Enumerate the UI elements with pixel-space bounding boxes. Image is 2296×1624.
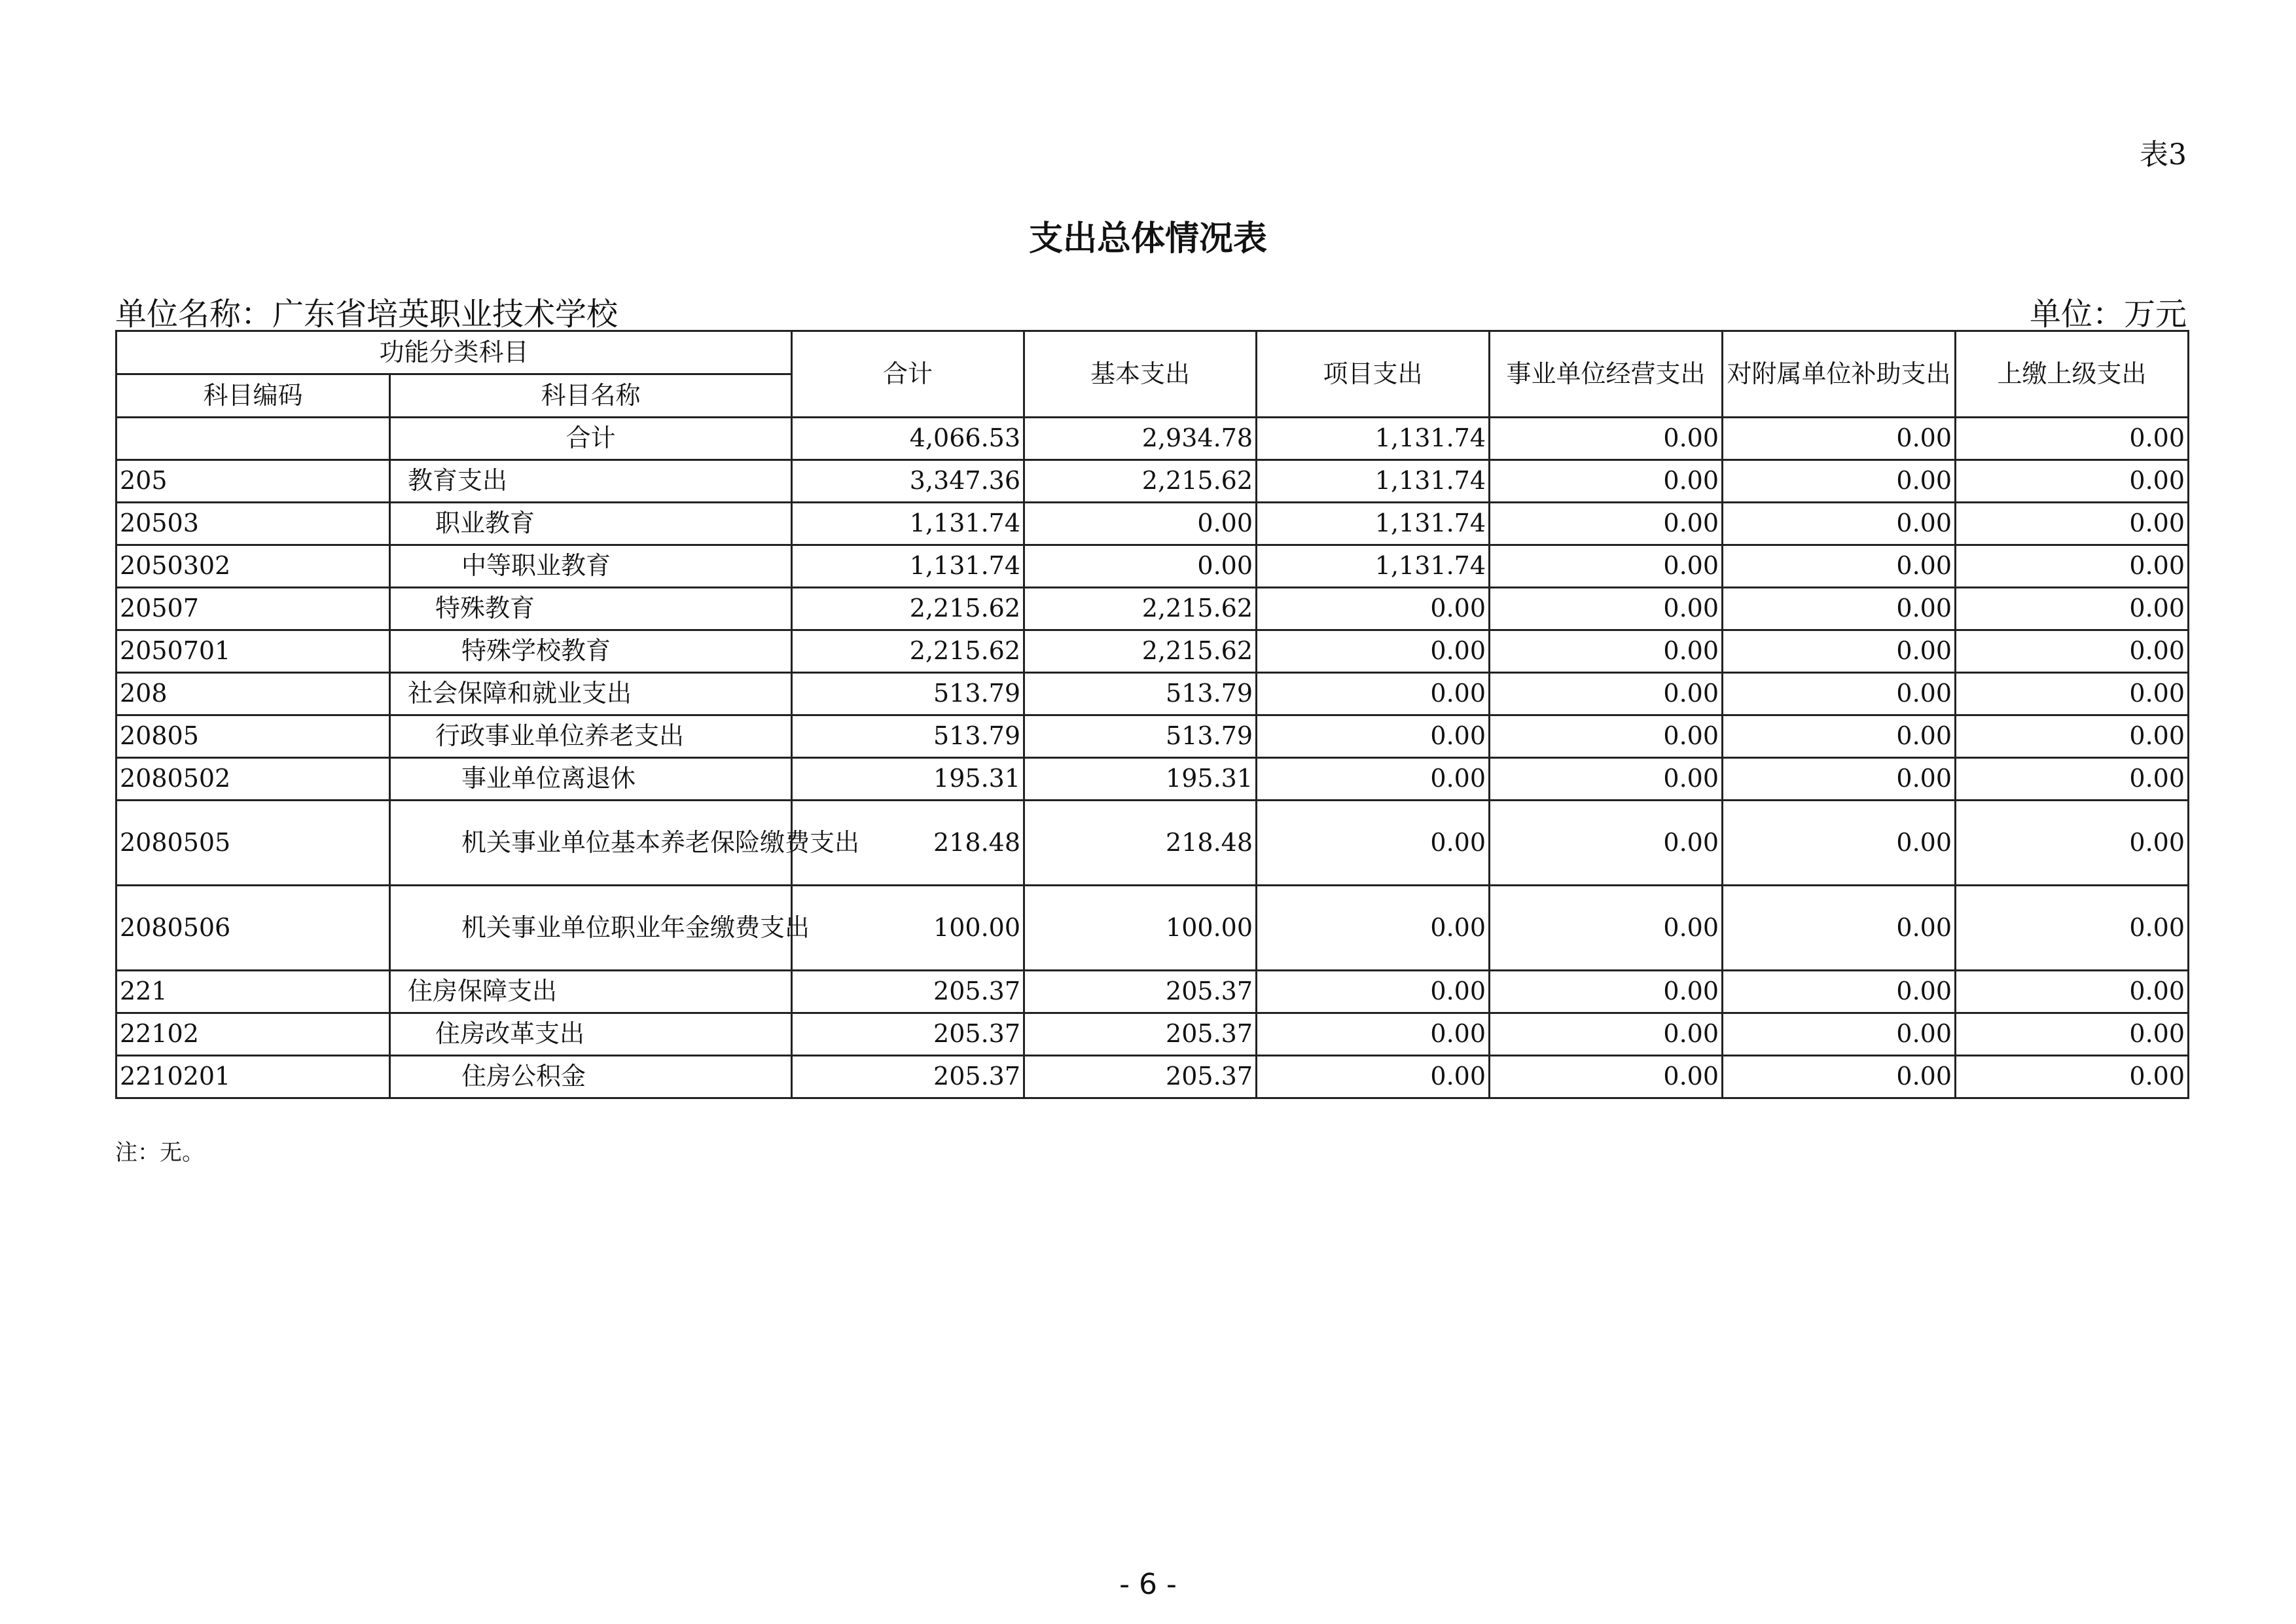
remit-value: 0.00 bbox=[1956, 1013, 2189, 1056]
remit-value: 0.00 bbox=[1956, 503, 2189, 545]
subject-name: 机关事业单位职业年金缴费支出 bbox=[390, 886, 792, 971]
basic-value: 0.00 bbox=[1024, 503, 1257, 545]
subject-name: 住房保障支出 bbox=[390, 971, 792, 1013]
remit-value: 0.00 bbox=[1956, 1056, 2189, 1098]
table-row bbox=[117, 460, 2189, 503]
expenditure-table bbox=[115, 330, 2189, 1099]
subsidy-value: 0.00 bbox=[1723, 418, 1956, 460]
remit-value: 0.00 bbox=[1956, 971, 2189, 1013]
business-value: 0.00 bbox=[1490, 503, 1723, 545]
subject-name: 住房公积金 bbox=[390, 1056, 792, 1098]
table-row bbox=[117, 715, 2189, 758]
total-value: 2,215.62 bbox=[792, 630, 1024, 673]
basic-value: 2,215.62 bbox=[1024, 588, 1257, 630]
table-row bbox=[117, 801, 2189, 886]
subsidy-value: 0.00 bbox=[1723, 1056, 1956, 1098]
total-value: 195.31 bbox=[792, 758, 1024, 801]
business-value: 0.00 bbox=[1490, 673, 1723, 715]
subsidy-value: 0.00 bbox=[1723, 545, 1956, 588]
subject-name: 教育支出 bbox=[390, 460, 792, 503]
table-row bbox=[117, 886, 2189, 971]
project-value: 1,131.74 bbox=[1257, 460, 1490, 503]
project-value: 0.00 bbox=[1257, 886, 1490, 971]
business-value: 0.00 bbox=[1490, 545, 1723, 588]
basic-value: 195.31 bbox=[1024, 758, 1257, 801]
subsidy-value: 0.00 bbox=[1723, 758, 1956, 801]
project-value: 0.00 bbox=[1257, 1056, 1490, 1098]
business-value: 0.00 bbox=[1490, 460, 1723, 503]
project-value: 1,131.74 bbox=[1257, 503, 1490, 545]
table-row bbox=[117, 630, 2189, 673]
basic-value: 205.37 bbox=[1024, 971, 1257, 1013]
total-value: 205.37 bbox=[792, 1056, 1024, 1098]
subject-name: 机关事业单位基本养老保险缴费支出 bbox=[390, 801, 792, 886]
remit-value: 0.00 bbox=[1956, 715, 2189, 758]
basic-value: 0.00 bbox=[1024, 545, 1257, 588]
subject-code: 20805 bbox=[117, 715, 390, 758]
subject-code: 2080505 bbox=[117, 801, 390, 886]
subject-name: 社会保障和就业支出 bbox=[390, 673, 792, 715]
subject-code: 2050302 bbox=[117, 545, 390, 588]
basic-value: 513.79 bbox=[1024, 715, 1257, 758]
remit-value: 0.00 bbox=[1956, 758, 2189, 801]
header-subject-name: 科目名称 bbox=[390, 374, 792, 418]
business-value: 0.00 bbox=[1490, 886, 1723, 971]
business-value: 0.00 bbox=[1490, 715, 1723, 758]
subsidy-value: 0.00 bbox=[1723, 630, 1956, 673]
subject-code bbox=[117, 418, 390, 460]
basic-value: 100.00 bbox=[1024, 886, 1257, 971]
table-row-total bbox=[117, 418, 2189, 460]
project-value: 0.00 bbox=[1257, 971, 1490, 1013]
header-total: 合计 bbox=[792, 331, 1024, 418]
business-value: 0.00 bbox=[1490, 630, 1723, 673]
subsidy-value: 0.00 bbox=[1723, 503, 1956, 545]
subsidy-value: 0.00 bbox=[1723, 460, 1956, 503]
business-value: 0.00 bbox=[1490, 418, 1723, 460]
header-subject-code: 科目编码 bbox=[117, 374, 390, 418]
subject-name: 特殊教育 bbox=[390, 588, 792, 630]
remit-value: 0.00 bbox=[1956, 801, 2189, 886]
project-value: 0.00 bbox=[1257, 715, 1490, 758]
table-row bbox=[117, 1013, 2189, 1056]
remit-value: 0.00 bbox=[1956, 630, 2189, 673]
project-value: 0.00 bbox=[1257, 1013, 1490, 1056]
basic-value: 218.48 bbox=[1024, 801, 1257, 886]
currency-unit-label: 单位：万元 bbox=[2029, 296, 2187, 333]
unit-name-label: 单位名称：广东省培英职业技术学校 bbox=[115, 296, 619, 333]
subsidy-value: 0.00 bbox=[1723, 673, 1956, 715]
business-value: 0.00 bbox=[1490, 1013, 1723, 1056]
basic-value: 205.37 bbox=[1024, 1056, 1257, 1098]
subject-code: 2050701 bbox=[117, 630, 390, 673]
business-value: 0.00 bbox=[1490, 588, 1723, 630]
total-value: 4,066.53 bbox=[792, 418, 1024, 460]
subject-code: 205 bbox=[117, 460, 390, 503]
basic-value: 513.79 bbox=[1024, 673, 1257, 715]
subject-code: 20503 bbox=[117, 503, 390, 545]
project-value: 0.00 bbox=[1257, 588, 1490, 630]
total-value: 3,347.36 bbox=[792, 460, 1024, 503]
total-value: 513.79 bbox=[792, 715, 1024, 758]
total-value: 2,215.62 bbox=[792, 588, 1024, 630]
project-value: 0.00 bbox=[1257, 758, 1490, 801]
total-value: 513.79 bbox=[792, 673, 1024, 715]
business-value: 0.00 bbox=[1490, 758, 1723, 801]
header-project-expenditure: 项目支出 bbox=[1257, 331, 1490, 418]
header-remit-expenditure: 上缴上级支出 bbox=[1956, 331, 2189, 418]
subject-code: 2080506 bbox=[117, 886, 390, 971]
subject-name: 住房改革支出 bbox=[390, 1013, 792, 1056]
remit-value: 0.00 bbox=[1956, 886, 2189, 971]
table-row bbox=[117, 758, 2189, 801]
project-value: 0.00 bbox=[1257, 673, 1490, 715]
subject-name: 合计 bbox=[390, 418, 792, 460]
page-title: 支出总体情况表 bbox=[1028, 219, 1267, 259]
basic-value: 205.37 bbox=[1024, 1013, 1257, 1056]
table-row bbox=[117, 673, 2189, 715]
header-function-category: 功能分类科目 bbox=[117, 331, 792, 374]
subject-code: 2080502 bbox=[117, 758, 390, 801]
total-value: 205.37 bbox=[792, 971, 1024, 1013]
table-row bbox=[117, 971, 2189, 1013]
subsidy-value: 0.00 bbox=[1723, 886, 1956, 971]
project-value: 0.00 bbox=[1257, 801, 1490, 886]
remit-value: 0.00 bbox=[1956, 460, 2189, 503]
subject-name: 职业教育 bbox=[390, 503, 792, 545]
basic-value: 2,215.62 bbox=[1024, 630, 1257, 673]
table-row bbox=[117, 588, 2189, 630]
subject-code: 20507 bbox=[117, 588, 390, 630]
table-row bbox=[117, 1056, 2189, 1098]
subject-name: 特殊学校教育 bbox=[390, 630, 792, 673]
project-value: 1,131.74 bbox=[1257, 545, 1490, 588]
business-value: 0.00 bbox=[1490, 801, 1723, 886]
remit-value: 0.00 bbox=[1956, 545, 2189, 588]
business-value: 0.00 bbox=[1490, 971, 1723, 1013]
header-basic-expenditure: 基本支出 bbox=[1024, 331, 1257, 418]
table-number: 表3 bbox=[2140, 138, 2187, 171]
subsidy-value: 0.00 bbox=[1723, 715, 1956, 758]
subject-name: 行政事业单位养老支出 bbox=[390, 715, 792, 758]
total-value: 100.00 bbox=[792, 886, 1024, 971]
header-subsidy-expenditure: 对附属单位补助支出 bbox=[1723, 331, 1956, 418]
total-value: 1,131.74 bbox=[792, 503, 1024, 545]
remit-value: 0.00 bbox=[1956, 588, 2189, 630]
subject-code: 208 bbox=[117, 673, 390, 715]
subsidy-value: 0.00 bbox=[1723, 1013, 1956, 1056]
subject-code: 221 bbox=[117, 971, 390, 1013]
subject-name: 中等职业教育 bbox=[390, 545, 792, 588]
total-value: 205.37 bbox=[792, 1013, 1024, 1056]
total-value: 1,131.74 bbox=[792, 545, 1024, 588]
header-business-expenditure: 事业单位经营支出 bbox=[1490, 331, 1723, 418]
subsidy-value: 0.00 bbox=[1723, 971, 1956, 1013]
subsidy-value: 0.00 bbox=[1723, 588, 1956, 630]
basic-value: 2,215.62 bbox=[1024, 460, 1257, 503]
subject-code: 2210201 bbox=[117, 1056, 390, 1098]
business-value: 0.00 bbox=[1490, 1056, 1723, 1098]
table-row bbox=[117, 503, 2189, 545]
subsidy-value: 0.00 bbox=[1723, 801, 1956, 886]
subject-name: 事业单位离退休 bbox=[390, 758, 792, 801]
table-row bbox=[117, 545, 2189, 588]
table-note: 注：无。 bbox=[115, 1140, 204, 1166]
project-value: 0.00 bbox=[1257, 630, 1490, 673]
remit-value: 0.00 bbox=[1956, 418, 2189, 460]
page-number: - 6 - bbox=[1119, 1568, 1177, 1601]
remit-value: 0.00 bbox=[1956, 673, 2189, 715]
basic-value: 2,934.78 bbox=[1024, 418, 1257, 460]
total-value: 218.48 bbox=[792, 801, 1024, 886]
subject-code: 22102 bbox=[117, 1013, 390, 1056]
project-value: 1,131.74 bbox=[1257, 418, 1490, 460]
